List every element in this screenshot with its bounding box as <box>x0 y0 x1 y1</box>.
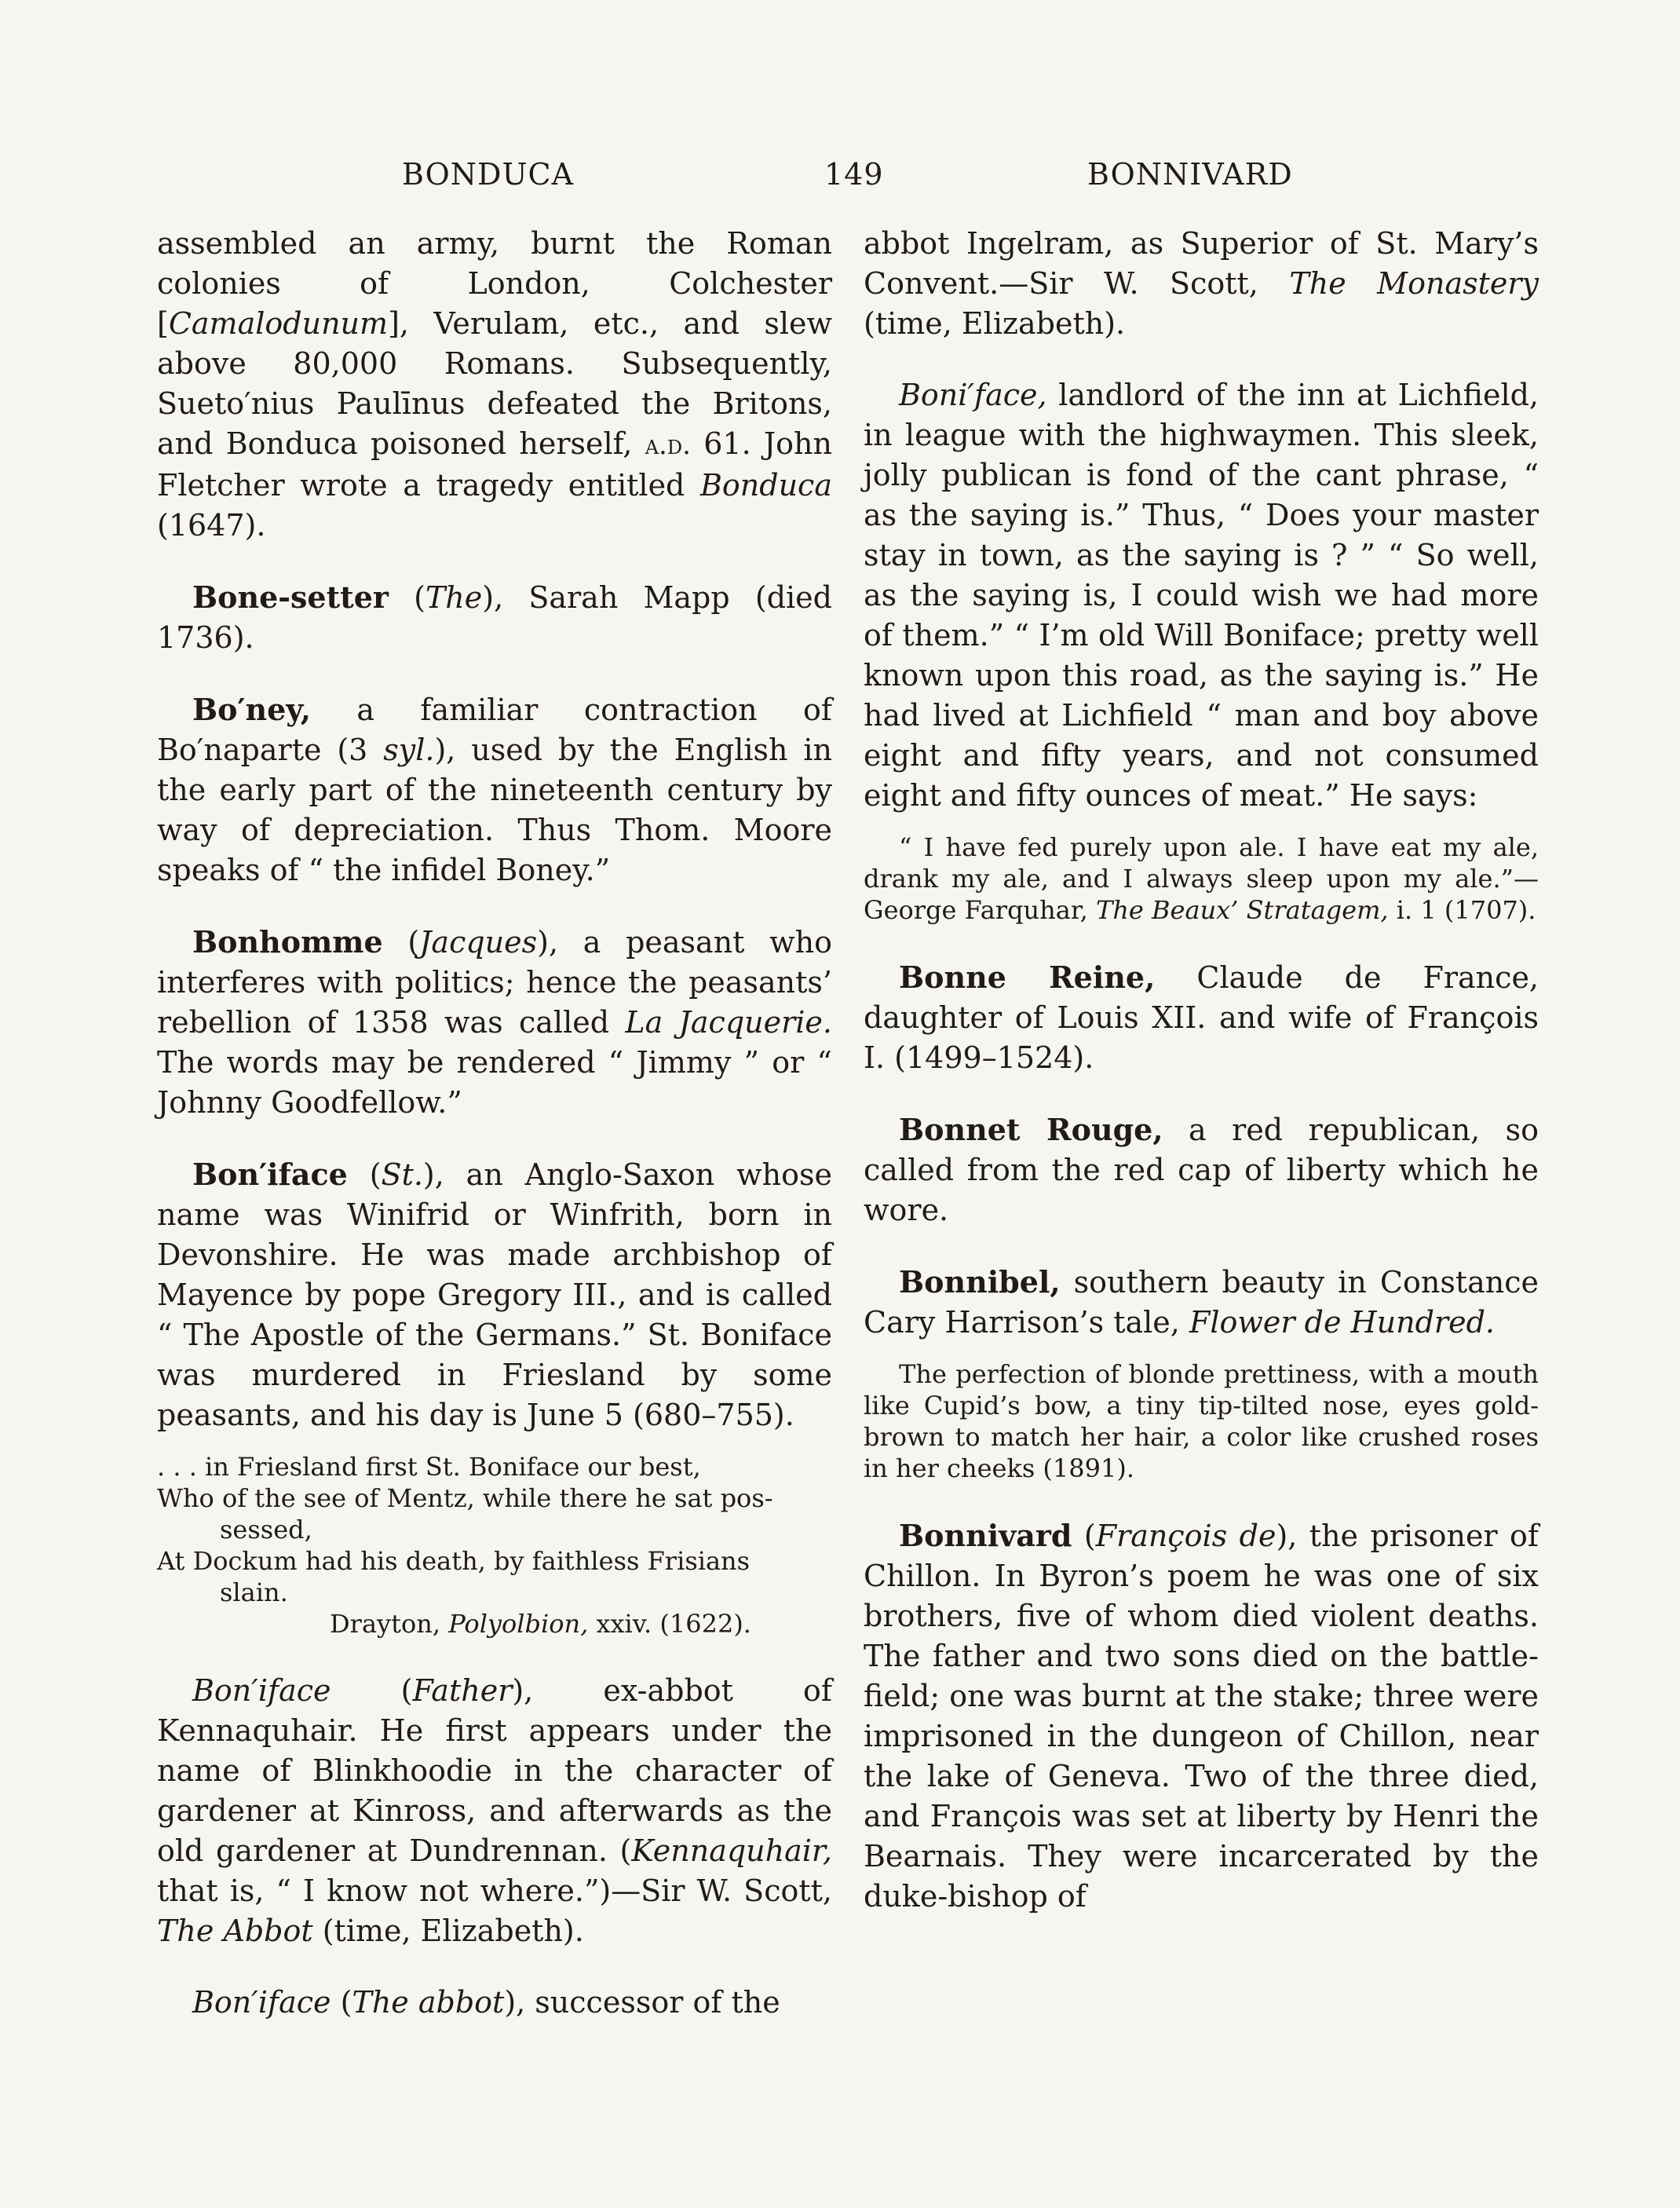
running-header <box>0 157 1680 201</box>
headword: Bonne Reine, <box>899 960 1156 995</box>
headword: Bon′iface <box>192 1985 331 2020</box>
entry-bonnivard: Bonnivard (François de), the prisoner of Chillon. In Byron’s poem he was one of six brothers, five of whom died violent deaths. The father and two sons died on the battle-field; one was burnt at the stake; three were imprisoned in the dungeon of Chillon, near the lake of Geneva. Two of the three died, and François was set at liberty by Henri the Bearnais. They were incarcerated by the duke-bishop of <box>864 1518 1539 1914</box>
header-right-word: BONNIVARD <box>1087 157 1293 192</box>
header-left-word: BONDUCA <box>402 157 575 192</box>
left-column <box>157 224 832 2054</box>
entry-bonnet-rouge: Bonnet Rouge, a red republican, so called from the red cap of liberty which he wore. <box>864 1112 1539 1227</box>
entry-boney: Bo′ney, a familiar contraction of Bo′naparte (3 syl.), used by the English in the early part of the nineteenth century by way of depreciation. Thus Thom. Moore speaks of “ the infidel Boney.” <box>157 692 833 887</box>
headword: Bon′iface <box>192 1157 348 1192</box>
entry-boniface-st: Bon′iface (St.), an Anglo-Saxon whose name was Winifrid or Winfrith, born in Devonshire. He was made archbishop of Mayence by pope Gregory III., and is called “ The Apostle of the Germans.” St. Boniface was murdered in Friesland by some peasants, and his day is June 5 (680–755). <box>157 1157 832 1432</box>
headword: Bon′iface <box>192 1673 331 1708</box>
headword: Bone-setter <box>192 579 389 615</box>
entry-bonnibel: Bonnibel, southern beauty in Constance Cary Harrison’s tale, Flower de Hundred. <box>864 1264 1539 1340</box>
quotation-farquhar: “ I have fed purely upon ale. I have eat my ale, drank my ale, and I always sleep upon my ale.”—George Farquhar, The Beaux’ Stratagem, i. 1 (1707). <box>864 832 1539 925</box>
quotation-bonnibel: The perfection of blonde prettiness, with a mouth like Cupid’s bow, a tiny tip-tilted nose, eyes gold-brown to match her hair, a color like crushed roses in her cheeks (1891). <box>864 1359 1539 1483</box>
entry-boniface-landlord: Boni′face, landlord of the inn at Lichfield, in league with the highwaymen. This sleek, jolly publican is fond of the cant phrase, “ as the saying is.” Thus, “ Does your master stay in town, as the saying is ? ” “ So well, as the saying is, I could wish we had more of them.” “ I’m old Will Boniface; pretty well known upon this road, as the saying is.” He had lived at Lichfield “ man and boy above eight and fifty years, and not consumed eight and fifty ounces of meat.” He says: <box>864 378 1539 813</box>
headword: Bonnet Rouge, <box>899 1112 1163 1147</box>
headword: Bonhomme <box>192 924 383 960</box>
page-number: 149 <box>824 157 884 192</box>
verse-quotation: . . . in Friesland first St. Boniface our best, Who of the see of Mentz, while there he sat pos- sessed, At Dockum had his death, by faithless Frisians slain. Drayton, Polyolbion, xxiv. (1622). <box>157 1451 832 1640</box>
headword: Boni′face, <box>899 378 1047 412</box>
headword: Bonnivard <box>899 1518 1072 1553</box>
right-column <box>864 224 1539 1948</box>
entry-boniface-abbot: Bon′iface (The abbot), successor of the <box>192 1985 780 2020</box>
entry-bonduca-continued: assembled an army, burnt the Roman colonies of London, Colchester [Camalodunum], Verulam, etc., and slew above 80,000 Romans. Subsequently, Sueto′nius Paulīnus defeated the Britons, and Bonduca poisoned herself, a.d. 61. John Fletcher wrote a tragedy entitled Bonduca (1647). <box>157 226 832 543</box>
headword: Bonnibel, <box>899 1264 1061 1300</box>
entry-boniface-father: Bon′iface (Father), ex-abbot of Kennaquhair. He first appears under the name of Blinkhoodie in the character of gardener at Kinross, and afterwards as the old gardener at Dundrennan. (Kennaquhair, that is, “ I know not where.”)—Sir W. Scott, The Abbot (time, Elizabeth). <box>157 1673 832 1948</box>
entry-bone-setter: Bone-setter (The), Sarah Mapp (died 1736). <box>157 579 832 655</box>
entry-bonne-reine: Bonne Reine, Claude de France, daughter of Louis XII. and wife of François I. (1499–1524). <box>864 960 1539 1075</box>
verse-attribution: Drayton, Polyolbion, xxiv. (1622). <box>330 1609 751 1639</box>
entry-abbot-continued: abbot Ingelram, as Superior of St. Mary’s Convent.—Sir W. Scott, The Monastery (time, Elizabeth). <box>864 226 1539 341</box>
entry-bonhomme: Bonhomme (Jacques), a peasant who interferes with politics; hence the peasants’ rebellion of 1358 was called La Jacquerie. The words may be rendered “ Jimmy ” or “ Johnny Goodfellow.” <box>157 924 833 1120</box>
headword: Bo′ney, <box>192 692 311 727</box>
